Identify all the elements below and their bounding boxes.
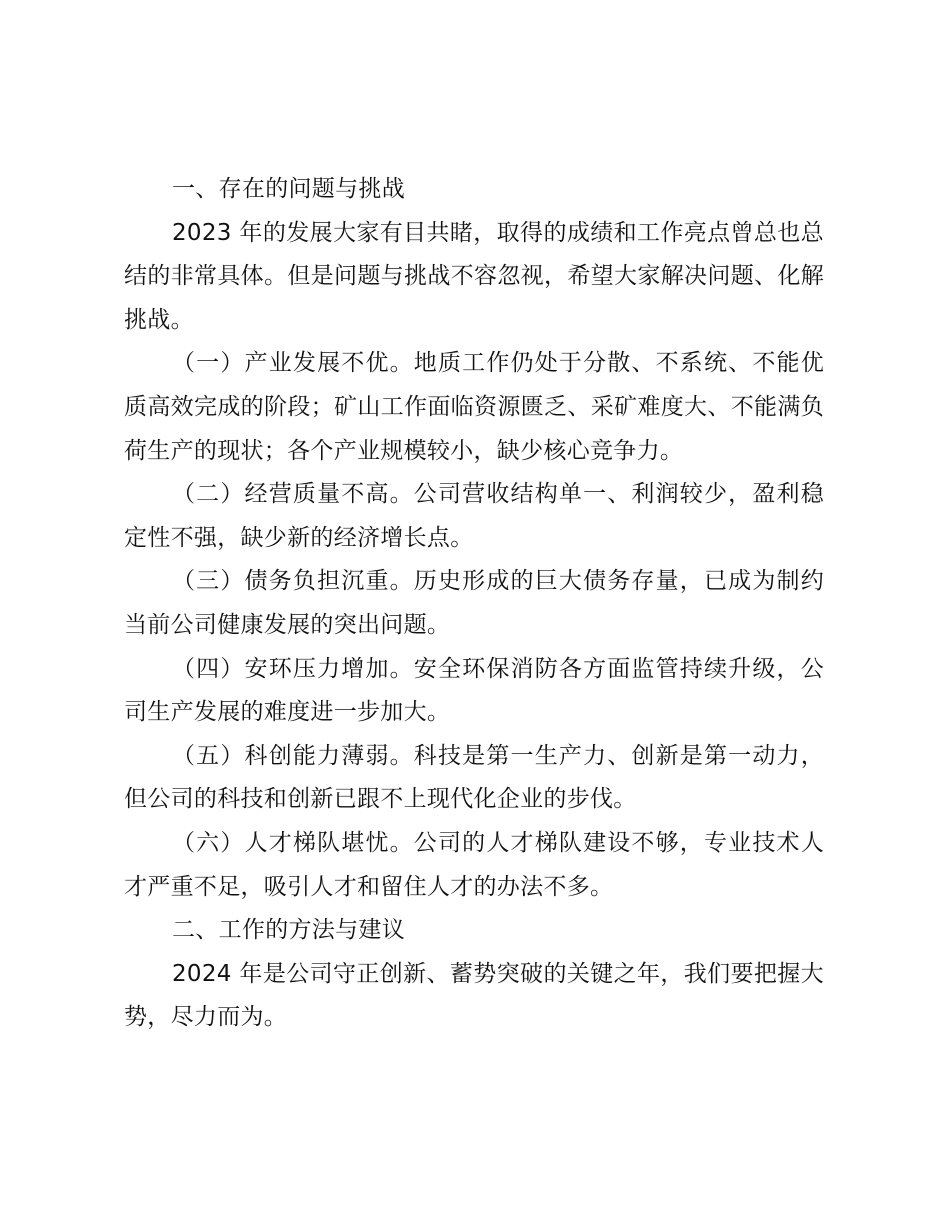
paragraph-intro-2024: 2024 年是公司守正创新、蓄势突破的关键之年，我们要把握大势，尽力而为。 bbox=[124, 960, 824, 1031]
paragraph-item-3: （三）债务负担沉重。历史形成的巨大债务存量，已成为制约当前公司健康发展的突出问题。 bbox=[124, 568, 824, 638]
paragraph-item-6: （六）人才梯队堪忧。公司的人才梯队建设不够，专业技术人才严重不足，吸引人才和留住人才的办法不多。 bbox=[124, 829, 824, 900]
paragraph-item-1: （一）产业发展不优。地质工作仍处于分散、不系统、不能优质高效完成的阶段；矿山工作面临资源匮乏、采矿难度大、不能满负荷生产的现状；各个产业规模较小，缺少核心竞争力。 bbox=[124, 350, 824, 464]
paragraph-item-2: （二）经营质量不高。公司营收结构单一、利润较少，盈利稳定性不强，缺少新的经济增长点。 bbox=[124, 481, 824, 551]
section-heading-problems: 一、存在的问题与挑战 bbox=[172, 176, 405, 202]
paragraph-item-5: （五）科创能力薄弱。科技是第一生产力、创新是第一动力，但公司的科技和创新已跟不上现代化企业的步伐。 bbox=[124, 742, 824, 813]
document-body bbox=[124, 168, 824, 1040]
paragraph-item-4: （四）安环压力增加。安全环保消防各方面监管持续升级，公司生产发展的难度进一步加大。 bbox=[124, 655, 824, 726]
paragraph-intro-2023: 2023 年的发展大家有目共睹，取得的成绩和工作亮点曾总也总结的非常具体。但是问题与挑战不容忽视，希望大家解决问题、化解挑战。 bbox=[124, 219, 824, 333]
section-heading-methods: 二、工作的方法与建议 bbox=[172, 917, 405, 944]
